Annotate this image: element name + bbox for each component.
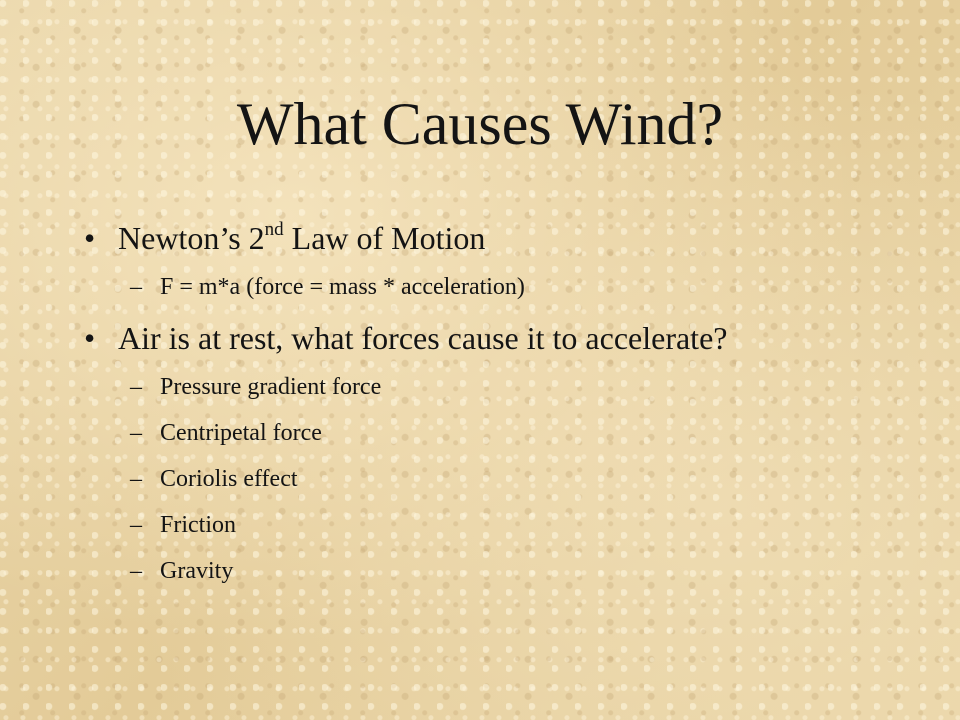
sub-item [130, 264, 944, 310]
dash-marker: – [130, 512, 142, 538]
dash-marker: – [130, 374, 142, 400]
dash-marker: – [130, 420, 142, 446]
sub-item [130, 502, 944, 548]
dash-marker: – [130, 466, 142, 492]
sub-item-text: Pressure gradient force [160, 374, 382, 400]
sub-item-text: Centripetal force [160, 420, 322, 446]
sub-item [130, 548, 944, 594]
bullet-text-part: Law of Motion [283, 220, 486, 256]
sub-item-text: Gravity [160, 558, 234, 584]
sub-item-text: Friction [160, 512, 236, 538]
dash-marker: – [130, 274, 142, 300]
slide-body [84, 212, 944, 594]
bullet-text: Air is at rest, what forces cause it to accelerate? [118, 320, 728, 356]
bullet-marker: • [84, 220, 96, 256]
sub-item-text: F = m*a (force = mass * acceleration) [160, 274, 525, 300]
bullet-marker: • [84, 320, 96, 356]
sub-item-text: Coriolis effect [160, 466, 298, 492]
bullet-text [118, 212, 485, 264]
dash-marker: – [130, 558, 142, 584]
sub-item [130, 364, 944, 410]
slide-title: What Causes Wind? [236, 91, 724, 157]
sub-item [130, 410, 944, 456]
bullet-item [84, 312, 944, 364]
bullet-text-part: Newton’s 2 [118, 220, 265, 256]
sub-item [130, 456, 944, 502]
superscript: nd [264, 219, 284, 241]
bullet-item [84, 212, 944, 264]
